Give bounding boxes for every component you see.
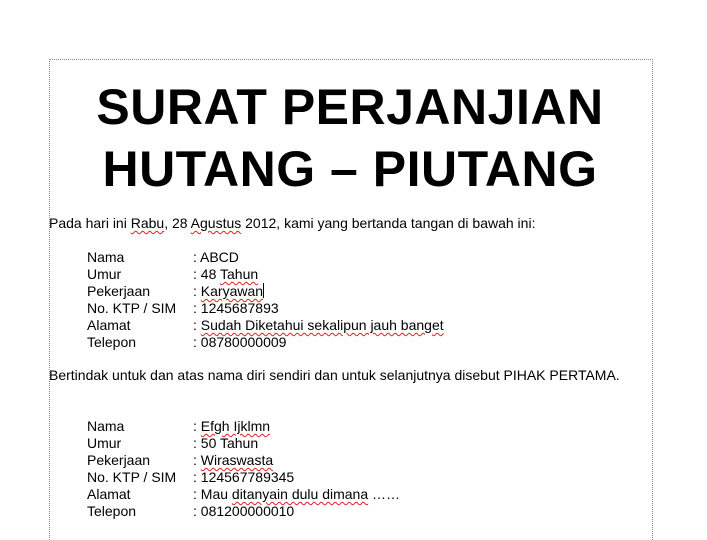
text-cursor xyxy=(263,283,264,298)
title-line-2: HUTANG – PIUTANG xyxy=(102,141,598,197)
spelling-flag: Karyawan xyxy=(200,283,264,299)
spelling-flag: Tahun xyxy=(220,266,259,282)
field-label-address: Alamat xyxy=(87,317,131,333)
title-line-1: SURAT PERJANJIAN xyxy=(96,79,604,135)
party-one-row-id[interactable] xyxy=(87,300,444,317)
field-value-phone: : 08780000009 xyxy=(193,334,287,350)
field-label-address: Alamat xyxy=(87,486,131,502)
party-one-row-name[interactable] xyxy=(87,249,444,266)
party-two-details xyxy=(87,418,400,520)
field-label-job: Pekerjaan xyxy=(87,452,151,468)
spelling-flag: Wiraswasta xyxy=(200,452,274,468)
spelling-flag-day: Rabu xyxy=(130,215,165,231)
field-label-age: Umur xyxy=(87,266,122,282)
field-value-id: : 1245687893 xyxy=(193,300,279,316)
spelling-flag: Sudah Diketahui sekalipun jauh banget xyxy=(200,317,444,333)
field-label-age: Umur xyxy=(87,435,122,451)
field-label-id: No. KTP / SIM xyxy=(87,300,177,316)
field-value-phone: : 081200000010 xyxy=(193,503,295,519)
field-label-id: No. KTP / SIM xyxy=(87,469,177,485)
party-two-row-name[interactable] xyxy=(87,418,400,435)
field-value-job: : Wiraswasta xyxy=(193,452,274,468)
opening-text-3: 2012, kami yang bertanda tangan di bawah ini: xyxy=(241,215,536,231)
field-value-age: : 48 Tahun xyxy=(193,266,259,282)
field-value-address: : Sudah Diketahui sekalipun jauh banget xyxy=(193,317,444,333)
field-label-name: Nama xyxy=(87,249,125,265)
spelling-flag: Efgh Ijklmn xyxy=(200,418,271,434)
field-value-job: : Karyawan xyxy=(193,283,264,299)
field-value-name: : Efgh Ijklmn xyxy=(193,418,271,434)
opening-text-2: , 28 xyxy=(164,215,191,231)
field-value-age: : 50 Tahun xyxy=(193,435,259,451)
opening-paragraph[interactable] xyxy=(49,215,651,232)
first-party-paragraph[interactable]: Bertindak untuk dan atas nama diri sendiri dan untuk selanjutnya disebut PIHAK PERTAMA. xyxy=(49,367,620,383)
field-value-name: : ABCD xyxy=(193,249,239,265)
field-label-name: Nama xyxy=(87,418,125,434)
field-value-address: : Mau ditanyain dulu dimana …… xyxy=(193,486,401,502)
spelling-flag-month: Agustus xyxy=(190,215,242,231)
field-value-id: : 124567789345 xyxy=(193,469,295,485)
party-one-row-job[interactable] xyxy=(87,283,444,300)
party-two-row-address[interactable] xyxy=(87,486,400,503)
party-two-row-id[interactable] xyxy=(87,469,400,486)
opening-text-1: Pada hari ini xyxy=(49,215,131,231)
field-label-phone: Telepon xyxy=(87,503,137,519)
party-two-row-job[interactable] xyxy=(87,452,400,469)
field-label-phone: Telepon xyxy=(87,334,137,350)
spelling-flag: ditanyain dulu dimana xyxy=(231,486,369,502)
party-two-row-age[interactable] xyxy=(87,435,400,452)
document-title xyxy=(49,76,651,200)
party-one-row-address[interactable] xyxy=(87,317,444,334)
party-one-row-age[interactable] xyxy=(87,266,444,283)
party-one-details xyxy=(87,249,444,351)
field-label-job: Pekerjaan xyxy=(87,283,151,299)
party-one-row-phone[interactable] xyxy=(87,334,444,351)
party-two-row-phone[interactable] xyxy=(87,503,400,520)
